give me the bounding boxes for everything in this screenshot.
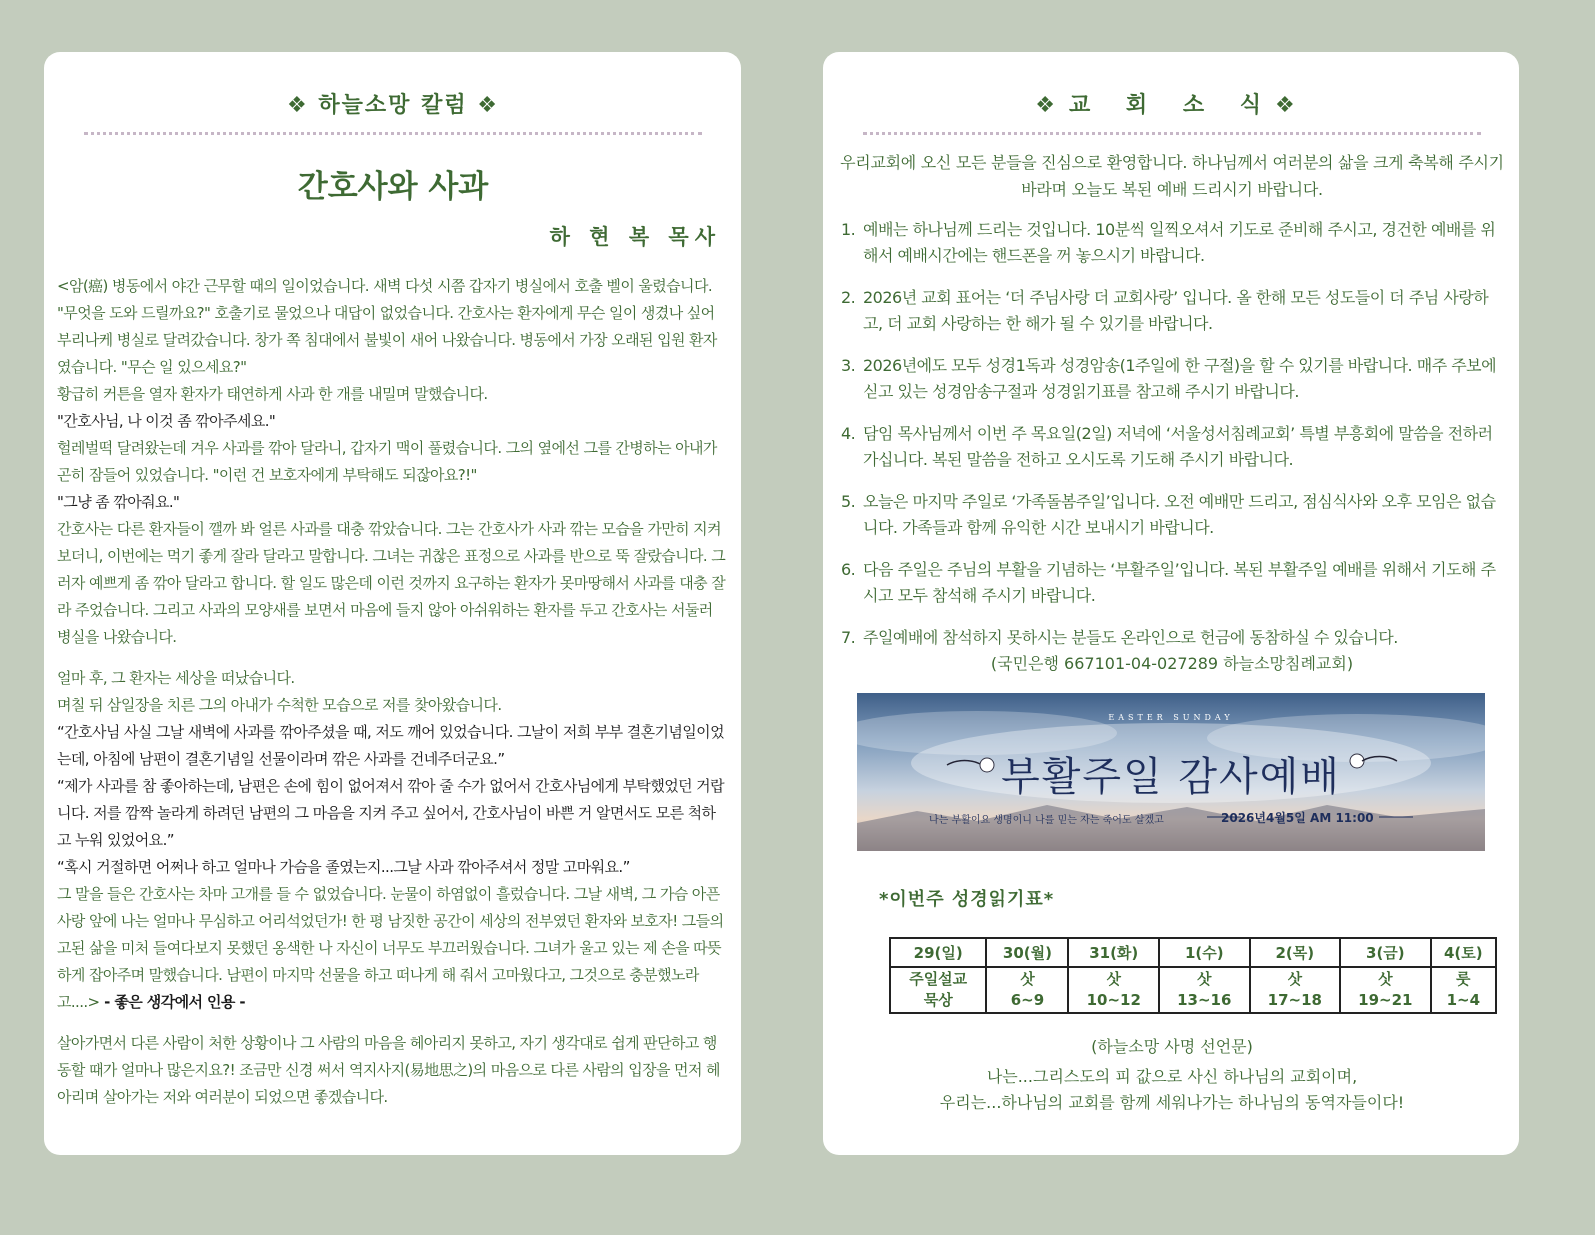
reading-line: 삿 [1020,970,1035,988]
news-item-number: 1. [841,220,856,239]
dotted-divider [84,132,702,135]
column-paragraph [57,665,729,692]
news-item-text: 2026년 교회 표어는 ‘더 주님사랑 더 교회사랑’ 입니다. 올 한해 모든 성도들이 더 주님 사랑하고, 더 교회 사랑하는 한 해가 될 수 있기를 바랍니다. [863,288,1489,333]
reading-line: 삿 [1106,970,1121,988]
paragraph-text: 헐레벌떡 달려왔는데 겨우 사과를 깎아 달라니, 갑자기 맥이 풀렸습니다. 그의 옆에선 그를 간병하는 아내가 곤히 잠들어 있었습니다. "이런 건 보호자에게 부탁해도 되잖아요?!" [57,439,717,484]
column-paragraph [57,881,729,1016]
news-item-number: 2. [841,288,856,307]
news-item-number: 5. [841,492,856,511]
column-title: 간호사와 사과 [297,169,489,205]
paragraph-text: "그냥 좀 깎아줘요." [57,493,180,511]
news-item-text: 주일예배에 참석하지 못하시는 분들도 온라인으로 헌금에 동참하실 수 있습니다. [863,628,1398,647]
schedule-reading [1159,967,1250,1013]
mission-line: 나는...그리스도의 피 값으로 사신 하나님의 교회이며, [986,1067,1358,1086]
news-item-number: 7. [841,628,856,647]
news-item-number: 3. [841,356,856,375]
reading-line: 룻 [1456,970,1471,988]
paragraph-text: “혹시 거절하면 어쩌나 하고 얼마나 가슴을 졸였는지...그날 사과 깎아주셔서 정말 고마워요.” [57,858,630,876]
news-item-text: 예배는 하나님께 드리는 것입니다. 10분씩 일찍오셔서 기도로 준비해 주시고, 경건한 예배를 위해서 예배시간에는 핸드폰을 꺼 놓으시기 바랍니다. [863,220,1496,265]
news-header: ❖교 회 소 식❖ [1035,93,1309,118]
schedule-day: 1(수) [1159,938,1250,967]
column-paragraph [57,692,729,719]
easter-banner [857,693,1485,851]
banner-date: 2026년4월5일 AM 11:00 [1221,811,1374,825]
schedule-reading [986,967,1068,1013]
schedule-reading-row [890,967,1496,1013]
dotted-divider [863,132,1481,135]
column-paragraph [57,1030,729,1111]
reading-schedule-table [889,937,1497,1014]
paragraph-text: 며칠 뒤 삼일장을 치른 그의 아내가 수척한 모습으로 저를 찾아왔습니다. [57,696,502,714]
paragraph-text: 간호사는 다른 환자들이 깰까 봐 얼른 사과를 대충 깎았습니다. 그는 간호사가 사과 깎는 모습을 가만히 지켜보더니, 이번에는 먹기 좋게 잘라 달라고 말합니다. 그녀는 귀찮은 표정으로 사과를 반으로 뚝 잘랐습니다. 그러자 예쁘게 좀 깎아 달라고 합니다. 할 일도 많은데 이런 것까지 요구하는 환자가 못마땅해서 사과를 대충 잘라 주었습니다. 그리고 사과의 모양새를 보면서 마음에 들지 않아 아쉬워하는 환자를 두고 간호사는 서둘러 병실을 나왔습니다. [57,520,726,646]
schedule-reading [1068,967,1159,1013]
column-paragraph [57,273,729,381]
news-item [841,285,1507,337]
news-item [841,625,1507,651]
reading-line: 1~4 [1446,991,1481,1009]
schedule-day: 29(일) [890,938,986,967]
mission-line: 우리는...하나님의 교회를 함께 세워나가는 하나님의 동역자들이다! [939,1093,1405,1112]
schedule-day: 2(목) [1250,938,1341,967]
news-item [841,217,1507,269]
reading-line: 삿 [1197,970,1212,988]
reading-line: 묵상 [923,991,953,1009]
schedule-reading [1250,967,1341,1013]
column-body [57,273,729,1111]
news-item [841,353,1507,405]
reading-line: 19~21 [1358,991,1413,1009]
schedule-day: 4(토) [1431,938,1496,967]
schedule-day: 31(화) [1068,938,1159,967]
news-list [837,217,1507,651]
news-item [841,557,1507,609]
news-item-text: 2026년에도 모두 성경1독과 성경암송(1주일에 한 구절)을 할 수 있기를 바랍니다. 매주 주보에 싣고 있는 성경암송구절과 성경읽기표를 참고해 주시기 바랍니다. [863,356,1497,401]
schedule-day: 3(금) [1340,938,1431,967]
news-item [841,421,1507,473]
schedule-reading [1431,967,1496,1013]
schedule-day: 30(월) [986,938,1068,967]
news-card [823,52,1519,1155]
column-paragraph [57,489,729,516]
schedule-reading [890,967,986,1013]
paragraph-text: 그 말을 들은 간호사는 차마 고개를 들 수 없었습니다. 눈물이 하염없이 흘렀습니다. 그날 새벽, 그 가슴 아픈 사랑 앞에 나는 얼마나 무심하고 어리석었던가! 한 평 남짓한 공간이 세상의 전부였던 환자와 보호자! 그들의 고된 삶을 미처 들여다보지 못했던 옹색한 나 자신이 너무도 부끄러웠습니다. 그녀가 울고 있는 제 손을 따뜻하게 잡아주며 말했습니다. 남편이 마지막 선물을 하고 떠나게 해 줘서 고마웠다고, 그것으로 충분했노라고....> [57,885,724,1011]
schedule-header-row [890,938,1496,967]
column-paragraph [57,854,729,881]
bank-account: (국민은행 667101-04-027289 하늘소망침례교회) [990,654,1354,673]
column-paragraph [57,381,729,408]
banner-title: 부활주일 감사예배 [1001,754,1341,800]
column-paragraph [57,719,729,773]
paragraph-text: "간호사님, 나 이것 좀 깎아주세요." [57,412,276,430]
reading-line: 주일설교 [909,970,968,988]
paragraph-text: 황급히 커튼을 열자 환자가 태연하게 사과 한 개를 내밀며 말했습니다. [57,385,488,403]
banner-verse: 나는 부활이요 생명이니 나를 믿는 자는 죽어도 살겠고 [929,815,1164,826]
reading-line: 6~9 [1010,991,1045,1009]
column-card [44,52,741,1155]
news-item-text: 다음 주일은 주님의 부활을 기념하는 ‘부활주일’입니다. 복된 부활주일 예배를 위해서 기도해 주시고 모두 참석해 주시기 바랍니다. [863,560,1496,605]
paragraph-text: “간호사님 사실 그날 새벽에 사과를 깎아주셨을 때, 저도 깨어 있었습니다. 그날이 저희 부부 결혼기념일이었는데, 아침에 남편이 결혼기념일 선물이라며 깎은 사과를 건네주더군요.” [57,723,724,768]
reading-line: 삿 [1287,970,1303,988]
paragraph-text: “제가 사과를 참 좋아하는데, 남편은 손에 힘이 없어져서 깎아 줄 수가 없어서 간호사님에게 부탁했었던 거랍니다. 저를 깜짝 놀라게 하려던 남편의 그 마음을 지켜 주고 싶어서, 간호사님이 바쁜 거 알면서도 모른 척하고 누워 있었어요.” [57,777,724,849]
welcome-message: 우리교회에 오신 모든 분들을 진심으로 환영합니다. 하나님께서 여러분의 삶을 크게 축복해 주시기 바라며 오늘도 복된 예배 드리시기 바랍니다. [840,153,1504,199]
reading-line: 13~16 [1177,991,1232,1009]
schedule-title: *이번주 성경읽기표* [879,889,1055,910]
paragraph-text: 얼마 후, 그 환자는 세상을 떠났습니다. [57,669,295,687]
banner-tag: EASTER SUNDAY [1108,713,1234,722]
reading-line: 삿 [1378,970,1393,988]
quote-source: - 좋은 생각에서 인용 - [99,993,246,1011]
column-author: 하 현 복 목사 [549,225,721,249]
column-paragraph [57,773,729,854]
news-item [841,489,1507,541]
mission-statement [837,1064,1507,1116]
news-item-number: 4. [841,424,856,443]
news-item-text: 담임 목사님께서 이번 주 목요일(2일) 저녁에 ‘서울성서침례교회’ 특별 부흥회에 말씀을 전하러 가십니다. 복된 말씀을 전하고 오시도록 기도해 주시기 바랍니다. [863,424,1493,469]
column-paragraph [57,516,729,651]
reading-line: 17~18 [1267,991,1322,1009]
column-header: ❖ 하늘소망 칼럼 ❖ [287,93,499,118]
paragraph-text: 살아가면서 다른 사람이 처한 상황이나 그 사람의 마음을 헤아리지 못하고, 자기 생각대로 쉽게 판단하고 행동할 때가 얼마나 많은지요?! 조금만 신경 써서 역지사지(易地思之)의 마음으로 다른 사람의 입장을 먼저 헤아리며 살아가는 저와 여러분이 되었으면 좋겠습니다. [57,1034,720,1106]
column-paragraph [57,408,729,435]
schedule-reading [1340,967,1431,1013]
news-item-text: 오늘은 마지막 주일로 ‘가족돌봄주일’입니다. 오전 예배만 드리고, 점심식사와 오후 모임은 없습니다. 가족들과 함께 유익한 시간 보내시기 바랍니다. [863,492,1496,537]
reading-line: 10~12 [1086,991,1141,1009]
mission-title: (하늘소망 사명 선언문) [1091,1037,1253,1056]
paragraph-text: <암(癌) 병동에서 야간 근무할 때의 일이었습니다. 새벽 다섯 시쯤 갑자기 병실에서 호출 벨이 울렸습니다. "무엇을 도와 드릴까요?" 호출기로 물었으나 대답이 없었습니다. 간호사는 환자에게 무슨 일이 생겼나 싶어 부리나케 병실로 달려갔습니다. 창가 쪽 침대에서 불빛이 새어 나왔습니다. 병동에서 가장 오래된 입원 환자였습니다. "무슨 일 있으세요?" [57,277,717,376]
column-paragraph [57,435,729,489]
news-item-number: 6. [841,560,856,579]
